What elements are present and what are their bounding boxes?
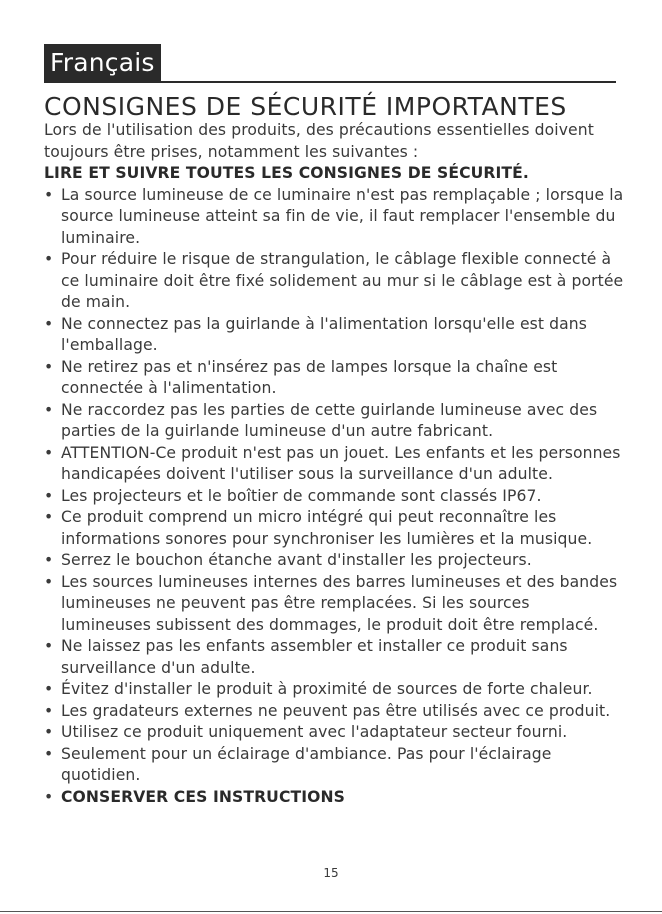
list-item-text: Ne retirez pas et n'insérez pas de lampes lorsque la chaîne est connectée à l'alimentation. (61, 357, 558, 397)
bullet-icon: • (44, 744, 54, 763)
bullet-icon: • (44, 787, 54, 806)
list-item (44, 249, 624, 314)
list-item-text: Ne laissez pas les enfants assembler et installer ce produit sans surveillance d'un adulte. (61, 637, 568, 677)
list-item-text: Ne raccordez pas les parties de cette guirlande lumineuse avec des parties de la guirlande lumineuse d'un autre fabricant. (61, 400, 598, 440)
list-item-text: Évitez d'installer le produit à proximité de sources de forte chaleur. (61, 680, 593, 698)
list-item (44, 185, 624, 250)
list-item (44, 572, 624, 637)
bullet-icon: • (44, 508, 54, 526)
list-item (44, 744, 624, 787)
list-item-text: Les sources lumineuses internes des barres lumineuses et des bandes lumineuses ne peuvent pas être remplacées. Si les sources lumineuses subissent des dommages, le produit doit être remplacé. (61, 572, 618, 634)
bullet-icon: • (44, 400, 54, 419)
bullet-icon: • (44, 443, 54, 462)
list-item-text: Les projecteurs et le boîtier de commande sont classés IP67. (61, 486, 542, 505)
list-item-text: Utilisez ce produit uniquement avec l'adaptateur secteur fourni. (61, 723, 568, 741)
bottom-rule (0, 911, 662, 912)
intro-paragraph: Lors de l'utilisation des produits, des précautions essentielles doivent toujours être prises, notamment les suivantes : (44, 121, 594, 161)
bullet-icon: • (44, 637, 54, 655)
bullet-icon: • (44, 551, 54, 569)
list-item (44, 550, 624, 572)
list-item (44, 701, 624, 723)
subheading: LIRE ET SUIVRE TOUTES LES CONSIGNES DE SÉCURITÉ. (44, 164, 529, 182)
list-item-text: Seulement pour un éclairage d'ambiance. Pas pour l'éclairage quotidien. (61, 744, 552, 784)
bullet-icon: • (44, 701, 54, 720)
page-number: 15 (323, 866, 339, 880)
bullet-icon: • (44, 250, 54, 268)
list-item (44, 507, 624, 550)
bullet-icon: • (44, 723, 54, 741)
list-item-text: Ne connectez pas la guirlande à l'alimentation lorsqu'elle est dans l'emballage. (61, 314, 587, 354)
list-item (44, 722, 624, 744)
bullet-icon: • (44, 185, 54, 204)
bullet-icon: • (44, 680, 54, 698)
bullet-icon: • (44, 572, 54, 591)
list-item-text: Les gradateurs externes ne peuvent pas être utilisés avec ce produit. (61, 701, 611, 720)
safety-list (44, 185, 624, 809)
final-instruction: CONSERVER CES INSTRUCTIONS (61, 787, 345, 806)
list-item (44, 443, 624, 486)
bullet-icon: • (44, 486, 54, 505)
list-item-text: Serrez le bouchon étanche avant d'installer les projecteurs. (61, 551, 532, 569)
header-rule (44, 81, 616, 83)
bullet-icon: • (44, 314, 54, 333)
list-item (44, 636, 624, 679)
bullet-icon: • (44, 357, 54, 376)
list-item (44, 357, 624, 400)
list-item-text: Pour réduire le risque de strangulation, le câblage flexible connecté à ce luminaire doit être fixé solidement au mur si le câblage est à portée de main. (61, 250, 624, 311)
list-item-text: Ce produit comprend un micro intégré qui peut reconnaître les informations sonores pour synchroniser les lumières et la musique. (61, 508, 593, 548)
safety-content (44, 120, 624, 808)
list-item-text: La source lumineuse de ce luminaire n'est pas remplaçable ; lorsque la source lumineuse atteint sa fin de vie, il faut remplacer l'ensemble du luminaire. (61, 185, 624, 247)
list-item (44, 400, 624, 443)
list-item (44, 679, 624, 701)
list-item-final (44, 787, 624, 809)
list-item (44, 486, 624, 508)
list-item (44, 314, 624, 357)
list-item-text: ATTENTION-Ce produit n'est pas un jouet. Les enfants et les personnes handicapées doivent l'utiliser sous la surveillance d'un adulte. (61, 443, 621, 483)
language-tab: Français (44, 44, 161, 82)
page-title: CONSIGNES DE SÉCURITÉ IMPORTANTES (44, 92, 567, 121)
